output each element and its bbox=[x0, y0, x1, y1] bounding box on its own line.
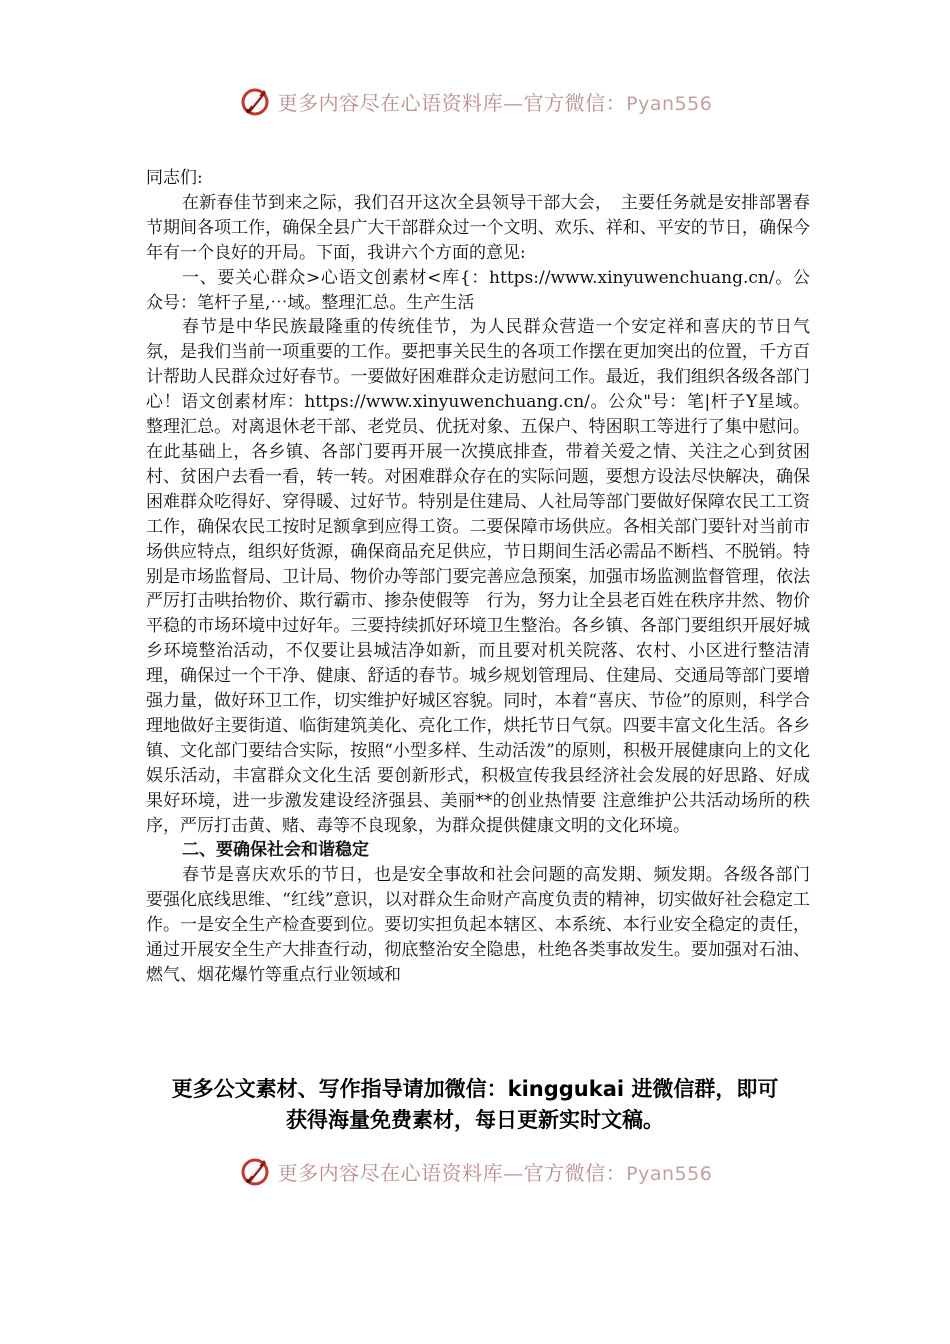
footer-banner-content bbox=[238, 1154, 713, 1188]
section-2-paragraph: 春节是喜庆欢乐的节日，也是安全事故和社会问题的高发期、频发期。各级各部门要强化底线思维、“红线”意识，以对群众生命财产高度负责的精神，切实做好社会稳定工作。一是安全生产检查要到位。要切实担负起本辖区、本系统、本行业安全稳定的责任，通过开展安全生产大排查行动，彻底整治安全隐患，杜绝各类事故发生。要加强对石油、燃气、烟花爆竹等重点行业领域和 bbox=[146, 865, 810, 985]
promo-line-2: 获得海量免费素材，每日更新实时文稿。 bbox=[286, 1108, 664, 1132]
quill-pen-logo-icon bbox=[238, 1154, 272, 1188]
quill-pen-logo-icon bbox=[238, 84, 272, 118]
footer-banner[interactable] bbox=[0, 1154, 950, 1194]
salutation: 同志们: bbox=[146, 168, 203, 188]
section-heading-2: 二、要确保社会和谐稳定 bbox=[182, 840, 369, 861]
footer-wechat-id: Pyan556 bbox=[626, 1162, 713, 1185]
section-heading-1: 一、要关心群众>心语文创素材<库{：https://www.xinyuwenchuang.cn/。公众号：笔杆子星,⋯域。整理汇总。生产生活 bbox=[146, 267, 810, 313]
section-1-paragraph: 春节是中华民族最隆重的传统佳节，为人民群众营造一个安定祥和喜庆的节日气氛，是我们当前一项重要的工作。要把事关民生的各项工作摆在更加突出的位置，千方百计帮助人民群众过好春节。一要做好困难群众走访慰问工作。最近，我们组织各级各部门心！语文创素材库：https://www.xinyuwenchuang.cn/。公众"号：笔|杆子Y星域。整理汇总。对离退休老干部、老党员、优抚对象、五保户、特困职工等进行了集中慰问。在此基础上，各乡镇、各部门要再开展一次摸底排查，带着关爱之情、关注之心到贫困村、贫困户去看一看，转一转。对困难群众存在的实际问题，要想方设法尽快解决，确保困难群众吃得好、穿得暖、过好节。特别是住建局、人社局等部门要做好保障农民工工资工作，确保农民工按时足额拿到应得工资。二要保障市场供应。各相关部门要针对当前市场供应特点，组织好货源，确保商品充足供应，节日期间生活必需品不断档、不脱销。特别是市场监督局、卫计局、物价办等部门要完善应急预案，加强市场监测监督管理，依法严厉打击哄抬物价、欺行霸市、掺杂使假等 行为，努力让全县老百姓在秩序井然、物价平稳的市场环境中过好年。三要持续抓好环境卫生整治。各乡镇、各部门要组织开展好城乡环境整治活动，不仅要让县城洁净如新，而且要对机关院落、农村、小区进行整洁清理，确保过一个干净、健康、舒适的春节。城乡规划管理局、住建局、交通局等部门要增强力量，做好环卫工作，切实维护好城区容貌。同时，本着“喜庆、节俭”的原则，科学合理地做好主要街道、临街建筑美化、亮化工作，烘托节日气氛。四要丰富文化生活。各乡镇、文化部门要结合实际，按照“小型多样、生动活泼”的原则，积极开展健康向上的文化娱乐活动，丰富群众文化生活 要创新形式，积极宣传我县经济社会发展的好思路、好成果好环境，进一步激发建设经济强县、美丽**的创业热情要 注意维护公共活动场所的秩序，严厉打击黄、赌、毒等不良现象，为群众提供健康文明的文化环境。 bbox=[146, 317, 810, 836]
header-banner-label: 更多内容尽在心语资料库—官方微信：Pyan556 bbox=[277, 90, 713, 115]
footer-banner-label: 更多内容尽在心语资料库—官方微信：Pyan556 bbox=[277, 1160, 713, 1185]
header-wechat-id: Pyan556 bbox=[626, 92, 713, 115]
intro-paragraph: 在新春佳节到来之际，我们召开这次全县领导干部大会， 主要任务就是安排部署春节期间各项工作，确保全县广大干部群众过一个文明、欢乐、祥和、平安的节日，确保今年有一个良好的开局。下面，我讲六个方面的意见: bbox=[146, 192, 810, 263]
document-body bbox=[146, 166, 810, 988]
promo-notice bbox=[0, 1074, 950, 1136]
promo-line-1: 更多公文素材、写作指导请加微信：kinggukai 进微信群，即可 bbox=[171, 1077, 779, 1101]
header-banner-content bbox=[238, 84, 713, 118]
header-banner[interactable] bbox=[0, 84, 950, 124]
